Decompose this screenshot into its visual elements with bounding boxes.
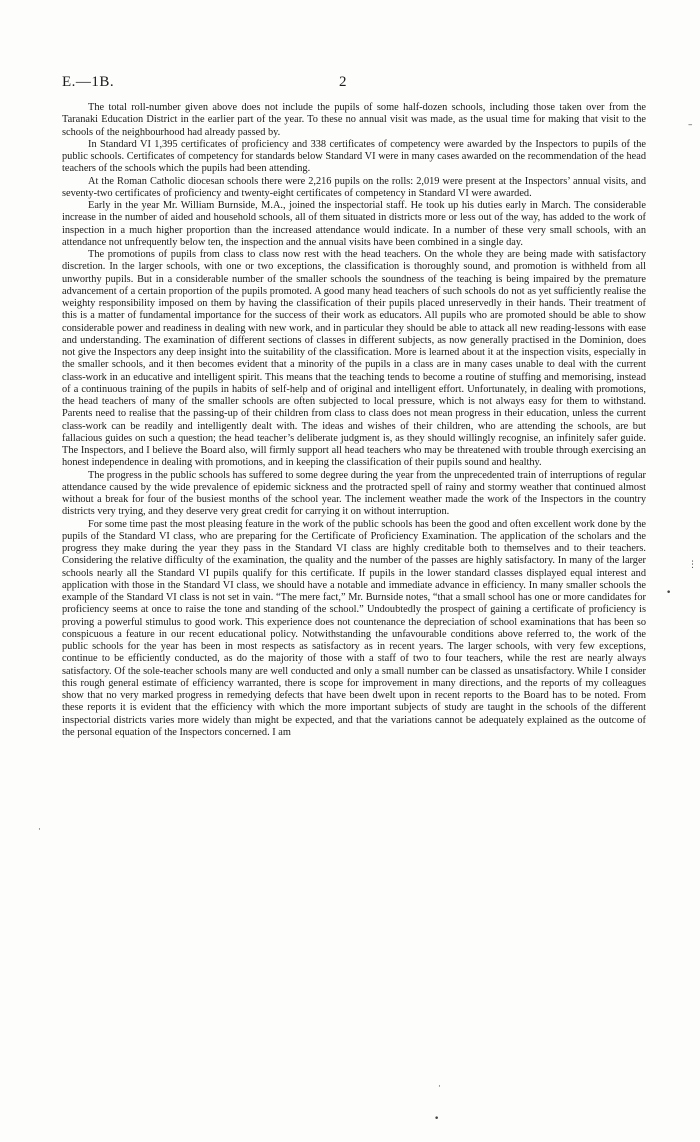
running-head	[62, 74, 646, 94]
paragraph-inspectorial-staff: Early in the year Mr. William Burnside, M.A., joined the inspectorial staff. He took up his duties early in March. The considerable increase in the number of aided and household schools, all of them situated in districts more or less out of the way, has added to the work of inspection in a much higher proportion than the increased attendance would indicate. In a number of these very small schools, with an attendance not unfrequently below ten, the inspection and the annual visits have been combined in a single day.	[62, 200, 646, 248]
page-number: 2	[339, 74, 347, 90]
paragraph-catholic-schools: At the Roman Catholic diocesan schools there were 2,216 pupils on the rolls: 2,019 were present at the Inspectors’ annual visits, and seventy-two certificates of proficiency and twenty-eight certificates of competency in Standard VI were awarded.	[62, 175, 646, 199]
margin-mark: •	[666, 588, 672, 598]
document-reference: E.—1B.	[62, 74, 115, 90]
paragraph-roll-number: The total roll-number given above does not include the pupils of some half-dozen schools, including those taken over from the Taranaki Education District in the earlier part of the year. To these no annual visit was made, as the usual time for making that visit to the schools of the neighbourhood had already passed by.	[62, 102, 646, 138]
scan-mark: •	[434, 1114, 440, 1124]
paragraph-certificates: In Standard VI 1,395 certificates of proficiency and 338 certificates of competency were awarded by the Inspectors to pupils of the public schools. Certificates of competency for standards below Standard VI were in many cases awarded on the recommendation of the head teachers of the schools which the pupils had been attending.	[62, 138, 646, 175]
report-body	[62, 102, 646, 739]
margin-mark: ·	[38, 825, 41, 835]
scan-mark: ·	[438, 1082, 441, 1092]
margin-mark: ⋮	[688, 560, 697, 570]
paragraph-progress: The progress in the public schools has suffered to some degree during the year from the unprecedented train of interruptions of regular attendance caused by the wide prevalence of epidemic sickness and the protracted spell of rainy and stormy weather that continued almost without a break for four of the busiest months of the school year. The inclement weather made the work of the Inspectors in the country districts very trying, and they deserve very great credit for carrying it on without interruption.	[62, 469, 646, 518]
margin-mark: –	[688, 120, 693, 130]
paragraph-standard-vi: For some time past the most pleasing feature in the work of the public schools has been the good and often excellent work done by the pupils of the Standard VI class, who are preparing for the Certificate of Proficiency Examination. The application of the scholars and the progress they make during the year they pass in the Standard VI class are highly creditable both to themselves and to their teachers. Considering the relative difficulty of the examination, the quality and the number of the passes are highly satisfactory. In many of the larger schools nearly all the Standard VI pupils qualify for this certificate. If pupils in the lower standard classes displayed equal interest and application with those in the Standard VI class, we should have a notable and immediate advance in efficiency. In many smaller schools the example of the Standard VI class is not set in vain. “The mere fact,” Mr. Burnside notes, “that a small school has one or more candidates for proficiency seems at once to raise the tone and standing of the school.” Undoubtedly the prospect of gaining a certificate of proficiency is proving a powerful stimulus to good work. This experience does not countenance the depreciation of school examinations that has been so conspicuous a feature in our recent educational policy. Notwithstanding the unfavourable conditions above referred to, the work of the public schools for the year has been in most respects as satisfactory as in recent years. The larger schools, with very few exceptions, continue to be efficiently conducted, as do the majority of those with a staff of two to four teachers, while the rest are nearly always satisfactory. Of the sole-teacher schools many are well conducted and only a small number can be classed as unsatisfactory. While I consider this rough general estimate of efficiency warranted, there is scope for improvement in many directions, and the reports of my colleagues show that no very marked progress in remedying defects that have been dwelt upon in recent reports to the Board has to be noted. From these reports it is evident that the efficiency with which the more important subjects of study are taught in the schools of the different inspectorial districts varies more widely than might be expected, and that the variations cannot be adequately explained as the outcome of the personal equation of the Inspectors concerned. I am	[62, 518, 646, 738]
paragraph-promotions: The promotions of pupils from class to class now rest with the head teachers. On the whole they are being made with satisfactory discretion. In the larger schools, with one or two exceptions, the classification is thoroughly sound, and promotion is withheld from all unworthy pupils. But in a considerable number of the smaller schools the soundness of the teaching is being impaired by the premature advancement of a certain proportion of the pupils promoted. A good many head teachers of such schools do not as yet sufficiently realise the weighty responsibility imposed on them by having the classification of their pupils placed unreservedly in their hands. Their treatment of this is a matter of fundamental importance for the success of their work as educators. All pupils who are promoted should be able to show considerable power and readiness in dealing with new work, and in particular they should be able to attack all new reading-lessons with ease and understanding. The examination of different sections of classes in different subjects, as now generally practised in the Dominion, does not give the Inspectors any deep insight into the suitability of the classification. More is learned about it at the inspection visits, especially in the smaller schools, and it then becomes evident that a minority of the pupils in a class are in many cases unable to deal with the current class-work in an educative and intelligent spirit. This means that the teaching tends to become a routine of stuffing and memorising, instead of a continuous training of the pupils in habits of self-help and of original and intelligent effort. Unfortunately, in dealing with promotions, the head teachers of many of the smaller schools are often subjected to local pressure, which is not always easy for them to withstand. Parents need to realise that the passing-up of their children from class to class does not mean progress in their education, unless the current class-work can be readily and intelligently dealt with. The ideas and wishes of their children, who are attending the schools, are but fallacious guides on such a question; the head teacher’s deliberate judgment is, as they should willingly recognise, an infinitely safer guide. The Inspectors, and I believe the Board also, will firmly support all head teachers who may be threatened with trouble through exercising an honest independence in dealing with promotions, and in keeping the classification of their pupils sound and healthy.	[62, 249, 646, 469]
